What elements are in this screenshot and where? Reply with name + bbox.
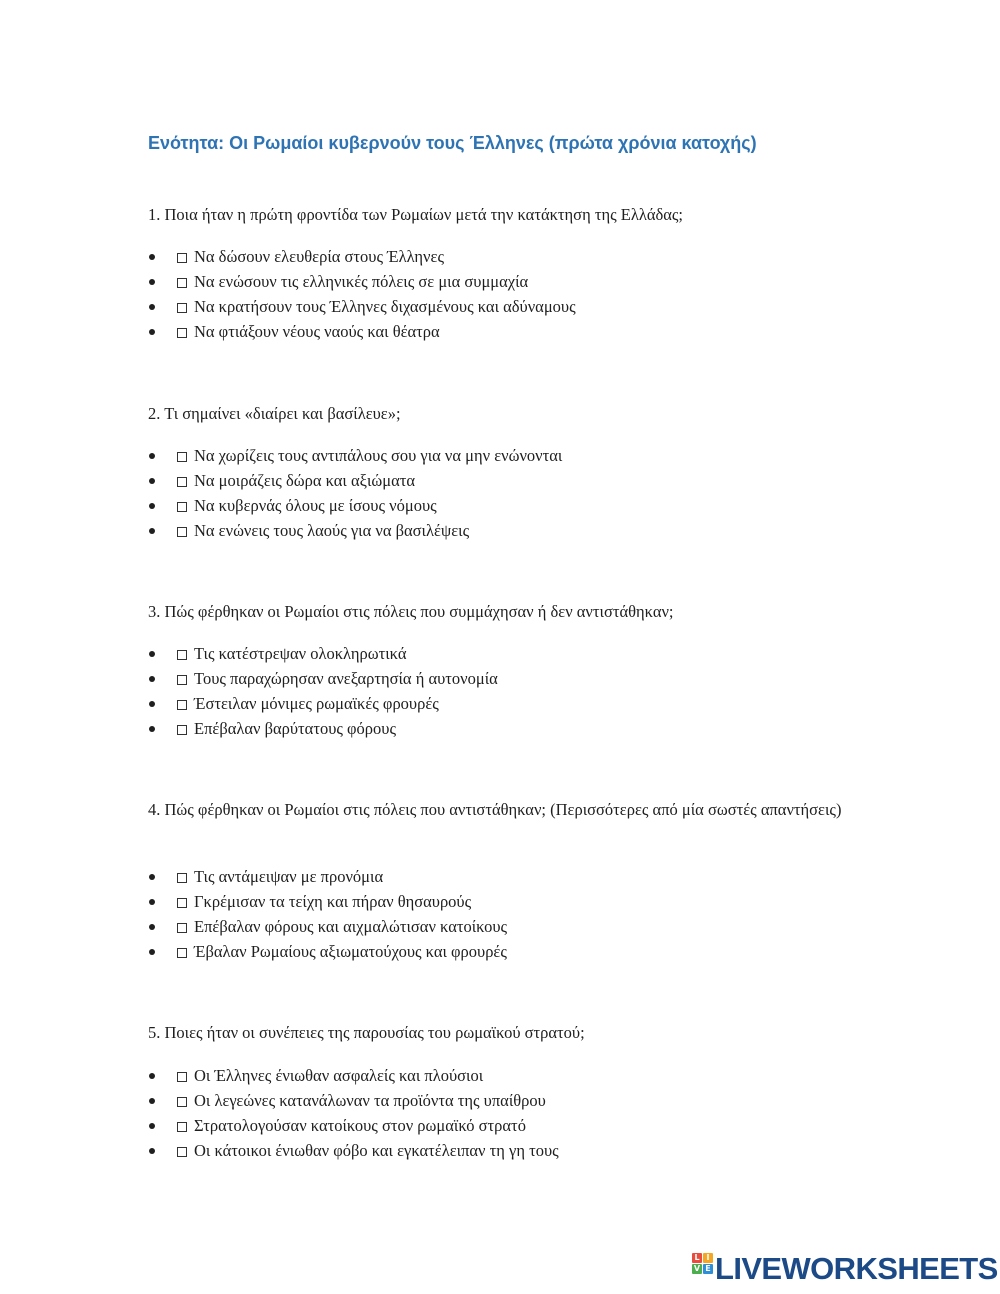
- option-label: Να ενώνεις τους λαούς για να βασιλέψεις: [194, 521, 470, 540]
- checkbox-icon[interactable]: [177, 725, 187, 735]
- checkbox-icon[interactable]: [177, 873, 187, 883]
- question-2: 2. Τι σημαίνει «διαίρει και βασίλευε»;: [148, 404, 401, 423]
- logo-mark-icon: [692, 1253, 713, 1285]
- bullet-icon: [149, 1123, 155, 1129]
- checkbox-icon[interactable]: [177, 477, 187, 487]
- question-3: 3. Πώς φέρθηκαν οι Ρωμαίοι στις πόλεις που συμμάχησαν ή δεν αντιστάθηκαν;: [148, 602, 674, 621]
- bullet-icon: [149, 1098, 155, 1104]
- list-item: [148, 1088, 559, 1113]
- list-item: [148, 319, 576, 344]
- checkbox-icon[interactable]: [177, 253, 187, 263]
- question-2-options: [148, 443, 562, 543]
- list-item: [148, 716, 498, 741]
- bullet-icon: [149, 1148, 155, 1154]
- bullet-icon: [149, 924, 155, 930]
- bullet-icon: [149, 528, 155, 534]
- bullet-icon: [149, 874, 155, 880]
- list-item: [148, 443, 562, 468]
- checkbox-icon[interactable]: [177, 303, 187, 313]
- checkbox-icon[interactable]: [177, 1147, 187, 1157]
- option-label: Οι λεγεώνες κατανάλωναν τα προϊόντα της υπαίθρου: [194, 1091, 546, 1110]
- checkbox-icon[interactable]: [177, 923, 187, 933]
- option-label: Τις αντάμειψαν με προνόμια: [194, 867, 384, 886]
- list-item: [148, 269, 576, 294]
- list-item: [148, 889, 507, 914]
- checkbox-icon[interactable]: [177, 527, 187, 537]
- checkbox-icon[interactable]: [177, 1072, 187, 1082]
- question-5-options: [148, 1063, 559, 1163]
- bullet-icon: [149, 726, 155, 732]
- checkbox-icon[interactable]: [177, 502, 187, 512]
- list-item: [148, 244, 576, 269]
- list-item: [148, 294, 576, 319]
- option-label: Να ενώσουν τις ελληνικές πόλεις σε μια συμμαχία: [194, 272, 529, 291]
- logo-tile-i: I: [703, 1253, 713, 1263]
- checkbox-icon[interactable]: [177, 328, 187, 338]
- option-label: Να κρατήσουν τους Έλληνες διχασμένους και αδύναμους: [194, 297, 576, 316]
- bullet-icon: [149, 329, 155, 335]
- bullet-icon: [149, 279, 155, 285]
- logo-tile-l: L: [692, 1253, 702, 1263]
- checkbox-icon[interactable]: [177, 1122, 187, 1132]
- question-3-options: [148, 641, 498, 741]
- bullet-icon: [149, 701, 155, 707]
- list-item: [148, 939, 507, 964]
- question-1: 1. Ποια ήταν η πρώτη φροντίδα των Ρωμαίων μετά την κατάκτηση της Ελλάδας;: [148, 205, 684, 224]
- option-label: Να κυβερνάς όλους με ίσους νόμους: [194, 496, 437, 515]
- bullet-icon: [149, 503, 155, 509]
- list-item: [148, 864, 507, 889]
- bullet-icon: [149, 899, 155, 905]
- checkbox-icon[interactable]: [177, 700, 187, 710]
- option-label: Έβαλαν Ρωμαίους αξιωματούχους και φρουρές: [194, 942, 507, 961]
- list-item: [148, 666, 498, 691]
- option-label: Επέβαλαν βαρύτατους φόρους: [194, 719, 396, 738]
- list-item: [148, 1113, 559, 1138]
- checkbox-icon[interactable]: [177, 948, 187, 958]
- checkbox-icon[interactable]: [177, 1097, 187, 1107]
- liveworksheets-logo: [692, 1251, 998, 1286]
- list-item: [148, 691, 498, 716]
- checkbox-icon[interactable]: [177, 898, 187, 908]
- question-4-options: [148, 864, 507, 964]
- option-label: Να μοιράζεις δώρα και αξιώματα: [194, 471, 416, 490]
- question-4: 4. Πώς φέρθηκαν οι Ρωμαίοι στις πόλεις που αντιστάθηκαν; (Περισσότερες από μία σωστές απαντήσεις): [148, 800, 842, 819]
- list-item: [148, 493, 562, 518]
- checkbox-icon[interactable]: [177, 650, 187, 660]
- bullet-icon: [149, 1073, 155, 1079]
- bullet-icon: [149, 254, 155, 260]
- list-item: [148, 1138, 559, 1163]
- option-label: Να δώσουν ελευθερία στους Έλληνες: [194, 247, 444, 266]
- option-label: Γκρέμισαν τα τείχη και πήραν θησαυρούς: [194, 892, 472, 911]
- option-label: Οι κάτοικοι ένιωθαν φόβο και εγκατέλειπαν τη γη τους: [194, 1141, 559, 1160]
- option-label: Στρατολογούσαν κατοίκους στον ρωμαϊκό στρατό: [194, 1116, 526, 1135]
- bullet-icon: [149, 949, 155, 955]
- checkbox-icon[interactable]: [177, 675, 187, 685]
- option-label: Να φτιάξουν νέους ναούς και θέατρα: [194, 322, 440, 341]
- question-1-options: [148, 244, 576, 344]
- logo-text: LIVEWORKSHEETS: [715, 1251, 998, 1286]
- bullet-icon: [149, 453, 155, 459]
- list-item: [148, 468, 562, 493]
- option-label: Οι Έλληνες ένιωθαν ασφαλείς και πλούσιοι: [194, 1066, 484, 1085]
- bullet-icon: [149, 651, 155, 657]
- list-item: [148, 914, 507, 939]
- option-label: Να χωρίζεις τους αντιπάλους σου για να μην ενώνονται: [194, 446, 563, 465]
- checkbox-icon[interactable]: [177, 278, 187, 288]
- question-5: 5. Ποιες ήταν οι συνέπειες της παρουσίας του ρωμαϊκού στρατού;: [148, 1023, 585, 1042]
- worksheet-title: Ενότητα: Οι Ρωμαίοι κυβερνούν τους Έλληνες (πρώτα χρόνια κατοχής): [148, 133, 757, 153]
- list-item: [148, 641, 498, 666]
- option-label: Επέβαλαν φόρους και αιχμαλώτισαν κατοίκους: [194, 917, 508, 936]
- checkbox-icon[interactable]: [177, 452, 187, 462]
- bullet-icon: [149, 478, 155, 484]
- option-label: Έστειλαν μόνιμες ρωμαϊκές φρουρές: [194, 694, 439, 713]
- list-item: [148, 1063, 559, 1088]
- bullet-icon: [149, 304, 155, 310]
- bullet-icon: [149, 676, 155, 682]
- option-label: Τις κατέστρεψαν ολοκληρωτικά: [194, 644, 407, 663]
- option-label: Τους παραχώρησαν ανεξαρτησία ή αυτονομία: [194, 669, 498, 688]
- list-item: [148, 518, 562, 543]
- logo-tile-v: V: [693, 1264, 701, 1273]
- logo-tile-e: E: [703, 1264, 713, 1274]
